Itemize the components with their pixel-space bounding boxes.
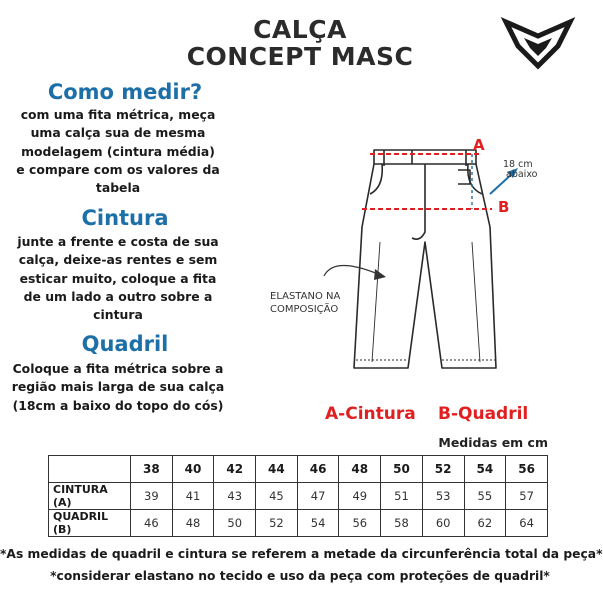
legend-hip: B-Quadril: [438, 404, 529, 424]
table-cell: 57: [506, 483, 548, 510]
waist-line: junte a frente e costa de sua: [17, 234, 219, 249]
title-line-1: CALÇA: [253, 15, 347, 44]
table-cell: 52: [256, 510, 298, 537]
waist-line: calça, deixe-as rentes e sem: [18, 252, 218, 268]
waist-line: esticar muito, coloque a fita: [19, 270, 217, 286]
size-header: 40: [172, 456, 214, 483]
waist-text: [0, 233, 236, 324]
table-cell: 51: [381, 483, 423, 510]
size-header: 42: [214, 456, 256, 483]
marker-a: A: [473, 136, 485, 154]
table-corner-cell: [49, 456, 131, 483]
hip-title: Quadril: [81, 332, 169, 356]
elastane-arrowhead-icon: [374, 269, 386, 280]
waist-line: de um lado a outro sobre a: [23, 288, 213, 304]
footnote-circumference: *As medidas de quadril e cintura se referem a metade da circunferência total da peça*: [0, 547, 603, 561]
title-line-2: CONCEPT MASC: [186, 42, 414, 71]
table-cell: 46: [131, 510, 173, 537]
how-to-measure-line: uma calça sua de mesma: [30, 125, 206, 141]
table-cell: 64: [506, 510, 548, 537]
table-cell: 55: [464, 483, 506, 510]
size-header: 52: [422, 456, 464, 483]
row-label: QUADRIL (B): [49, 510, 131, 537]
pants-outline: [354, 150, 496, 368]
legend-waist: A-Cintura: [325, 404, 416, 424]
table-cell: 41: [172, 483, 214, 510]
size-header: 50: [381, 456, 423, 483]
how-to-measure-text: [0, 106, 236, 197]
elastane-arrow: [324, 265, 378, 276]
table-cell: 50: [214, 510, 256, 537]
marker-b: B: [498, 198, 510, 216]
size-header: 54: [464, 456, 506, 483]
table-row: [49, 510, 548, 537]
how-to-measure-line: tabela: [95, 180, 141, 196]
table-cell: 45: [256, 483, 298, 510]
table-cell: 43: [214, 483, 256, 510]
hip-line: região mais larga de sua calça: [11, 379, 225, 395]
table-row: [49, 483, 548, 510]
how-to-measure-title: Como medir?: [47, 80, 203, 104]
table-cell: 53: [422, 483, 464, 510]
offset-label-1: 18 cm: [503, 159, 533, 170]
elastane-label-1: ELASTANO NA: [270, 291, 341, 302]
size-header: 56: [506, 456, 548, 483]
table-header-row: [49, 456, 548, 483]
size-header: 44: [256, 456, 298, 483]
table-cell: 54: [297, 510, 339, 537]
size-header: 48: [339, 456, 381, 483]
offset-label-2: abaixo: [506, 169, 538, 180]
how-to-measure-line: com uma fita métrica, meça: [20, 107, 216, 122]
page-title: [170, 16, 430, 70]
table-cell: 39: [131, 483, 173, 510]
brand-logo-icon: [502, 16, 574, 70]
how-to-measure-line: e compare com os valores da: [16, 161, 220, 177]
hip-line: (18cm a baixo do topo do cós): [12, 397, 224, 413]
unit-label: Medidas em cm: [438, 435, 548, 450]
table-cell: 49: [339, 483, 381, 510]
pants-diagram: [262, 132, 538, 374]
table-cell: 60: [422, 510, 464, 537]
table-cell: 56: [339, 510, 381, 537]
hip-text: [0, 360, 236, 415]
footnote-elastane: *considerar elastano no tecido e uso da peça com proteções de quadril*: [50, 569, 550, 583]
size-table: [48, 455, 548, 537]
table-cell: 48: [172, 510, 214, 537]
row-label: CINTURA (A): [49, 483, 131, 510]
size-header: 38: [131, 456, 173, 483]
size-header: 46: [297, 456, 339, 483]
how-to-measure-line: modelagem (cintura média): [21, 143, 215, 159]
table-cell: 58: [381, 510, 423, 537]
table-cell: 47: [297, 483, 339, 510]
elastane-label-2: COMPOSIÇÃO: [270, 304, 339, 315]
waist-line: cintura: [93, 307, 143, 323]
table-cell: 62: [464, 510, 506, 537]
hip-line: Coloque a fita métrica sobre a: [12, 361, 224, 376]
waist-title: Cintura: [81, 206, 169, 230]
